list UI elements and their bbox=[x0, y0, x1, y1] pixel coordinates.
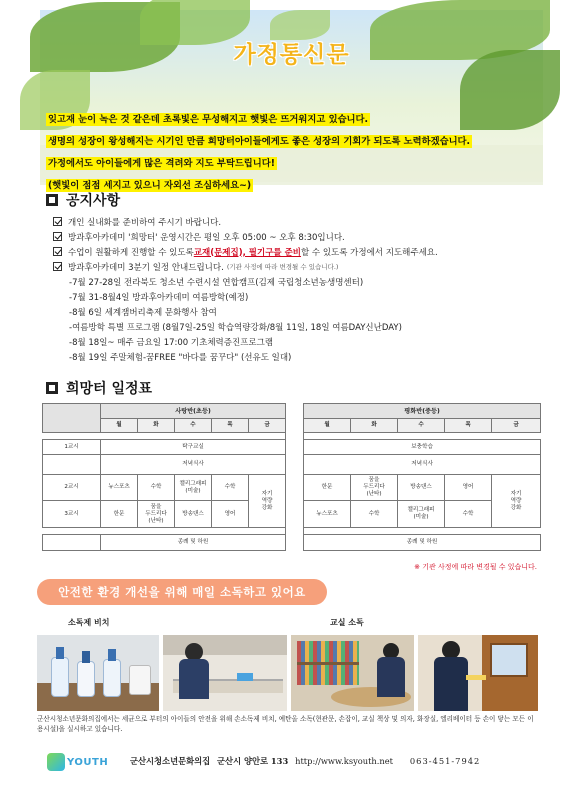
greeting-line: 가정에서도 아이들에게 많은 격려와 지도 부탁드립니다! bbox=[48, 158, 275, 169]
timetable-note: ※ 기관 사정에 따라 변경될 수 있습니다. bbox=[414, 563, 537, 571]
notice-text: 할 수 있도록 가정에서 지도해주세요. bbox=[301, 247, 438, 258]
classroom-photo bbox=[163, 635, 287, 711]
class-cell: 영어 bbox=[445, 475, 492, 501]
spacer-row bbox=[43, 433, 286, 440]
notices-heading bbox=[46, 190, 120, 210]
timetable-heading bbox=[46, 378, 152, 398]
class-cell: 탁구교실 bbox=[101, 440, 286, 455]
header-banner bbox=[40, 10, 543, 191]
class-cell: 꿈을 두드리다 (난타) bbox=[351, 475, 398, 501]
class-cell: 캘리그래피 (미술) bbox=[398, 501, 445, 528]
square-bullet-icon bbox=[46, 194, 58, 206]
logo-mark-icon bbox=[47, 753, 65, 771]
class-cell: 캘리그래피 (미술) bbox=[175, 475, 212, 501]
day-header: 수 bbox=[175, 419, 212, 433]
day-header: 목 bbox=[212, 419, 249, 433]
day-header: 금 bbox=[249, 419, 286, 433]
phone-number: 063-451-7942 bbox=[409, 756, 481, 766]
notices-list bbox=[53, 214, 533, 364]
class-cell: 방송댄스 bbox=[398, 475, 445, 501]
class-cell: 꿈을 두드리다 (난타) bbox=[138, 501, 175, 528]
checkbox-icon bbox=[53, 232, 62, 241]
class-cell: 수학 bbox=[351, 501, 398, 528]
timetable bbox=[42, 403, 541, 551]
class-cell: 뉴스포츠 bbox=[101, 475, 138, 501]
square-bullet-icon bbox=[46, 382, 58, 394]
notices-heading-text: 공지사항 bbox=[66, 193, 121, 209]
notice-text: 방과후아카데미 '희망터' 운영시간은 평일 오후 05:00 ~ 오후 8:30입니다. bbox=[68, 232, 345, 243]
schedule-item: -7월 27-28일 전라북도 청소년 수련시설 연합캠프(김제 국립청소년농생명센터) bbox=[69, 277, 364, 288]
schedule-item: -8월 19일 주말체험-꿈FREE "바다를 꿈꾸다" (선유도 일대) bbox=[69, 352, 292, 363]
meal-label-cell bbox=[43, 455, 101, 475]
greeting-line: (햇빛이 점점 세지고 있으니 자외선 조심하세요~) bbox=[48, 180, 252, 191]
footer-contact bbox=[130, 755, 484, 767]
greeting-line: 생명의 성장이 왕성해지는 시기인 만큼 희망터아이들에게도 좋은 성장의 기회가 되도록 노력하겠습니다. bbox=[48, 136, 471, 147]
day-header: 금 bbox=[492, 419, 541, 433]
youth-logo bbox=[47, 751, 108, 773]
disinfection-banner: 안전한 환경 개선을 위해 매일 소독하고 있어요 bbox=[37, 579, 327, 605]
notice-item bbox=[53, 214, 533, 229]
greeting-line: 잊고재 눈이 녹은 것 같은데 초록빛은 무성해지고 햇빛은 뜨거워지고 있습니다. bbox=[48, 114, 369, 125]
sanitizer-photo bbox=[37, 635, 159, 711]
meal-cell: 저녁식사 bbox=[304, 455, 541, 475]
notice-highlight: 교재(문제집), 필기구를 준비 bbox=[193, 247, 302, 258]
column-gap bbox=[286, 404, 304, 551]
timetable-heading-text: 희망터 일정표 bbox=[66, 381, 153, 397]
notice-text: 개인 실내화를 준비하여 주시기 바랍니다. bbox=[68, 217, 222, 228]
checkbox-icon bbox=[53, 247, 62, 256]
class-cell: 방송댄스 bbox=[175, 501, 212, 528]
notice-item bbox=[53, 229, 533, 244]
closing-cell: 종례 및 하원 bbox=[101, 535, 286, 551]
day-header: 수 bbox=[398, 419, 445, 433]
class-cell: 한문 bbox=[101, 501, 138, 528]
notice-text: 방과후아카데미 3분기 일정 안내드립니다. bbox=[68, 262, 224, 273]
org-address: 군산시 양안로 133 bbox=[217, 756, 289, 766]
day-header: 목 bbox=[445, 419, 492, 433]
group-header-elementary: 사랑반(초등) bbox=[101, 404, 286, 419]
group-header-middle: 평화반(중등) bbox=[304, 404, 541, 419]
website-link[interactable]: http://www.ksyouth.net bbox=[295, 756, 394, 766]
door-disinfection-photo bbox=[418, 635, 538, 711]
class-cell: 뉴스포츠 bbox=[304, 501, 351, 528]
spacer-row bbox=[43, 528, 286, 535]
closing-cell: 종례 및 하원 bbox=[304, 535, 541, 551]
period-label: 3교시 bbox=[43, 501, 101, 528]
day-header: 월 bbox=[101, 419, 138, 433]
notice-text: 수업이 원활하게 진행할 수 있도록 bbox=[68, 247, 194, 258]
class-cell: 자기 역량 강화 bbox=[492, 475, 541, 528]
closing-label-cell bbox=[43, 535, 101, 551]
schedule-item: -여름방학 특별 프로그램 (8월7일-25일 학습역량강화/8월 11일, 18일 여름DAY신난DAY) bbox=[69, 322, 402, 333]
day-header: 월 bbox=[304, 419, 351, 433]
class-cell: 수학 bbox=[212, 475, 249, 501]
disinfection-description: 군산시청소년문화의집에서는 세균으로 부터의 아이들의 안전을 위해 손소독제 비치, 예탄올 소독(현관문, 손잡이, 교실 책상 및 의자, 화장실, 엘리베이터 등 손이 닿는 모든 이용시설)을 실시하고 있습니다. bbox=[37, 715, 534, 733]
day-header: 화 bbox=[138, 419, 175, 433]
schedule-item: -7월 31-8월4일 방과후아카데미 여름방학(예정) bbox=[69, 292, 249, 303]
class-cell: 자기 역량 강화 bbox=[249, 475, 286, 528]
checkbox-icon bbox=[53, 262, 62, 271]
notice-item bbox=[53, 259, 533, 274]
photo-caption-right: 교실 소독 bbox=[330, 618, 364, 627]
greeting-text bbox=[46, 107, 540, 195]
period-label: 1교시 bbox=[43, 440, 101, 455]
period-label: 2교시 bbox=[43, 475, 101, 501]
org-name: 군산시청소년문화의집 bbox=[130, 756, 211, 766]
class-cell: 수학 bbox=[138, 475, 175, 501]
corner-cell bbox=[43, 404, 101, 433]
photo-caption-left: 소독제 비치 bbox=[68, 618, 110, 627]
logo-text: YOUTH bbox=[67, 756, 109, 768]
checkbox-icon bbox=[53, 217, 62, 226]
meal-cell: 저녁식사 bbox=[101, 455, 286, 475]
class-cell: 영어 bbox=[212, 501, 249, 528]
notice-item bbox=[53, 244, 533, 259]
spacer-row bbox=[304, 528, 541, 535]
spacer-row bbox=[304, 433, 541, 440]
schedule-item: -8월 6일 세계잼버리축제 문화행사 참여 bbox=[69, 307, 217, 318]
schedule-item: -8월 18일~ 매주 금요일 17:00 기초체력증진프로그램 bbox=[69, 337, 274, 348]
newsletter-title: 가정통신문 bbox=[233, 42, 350, 68]
class-cell: 보충학습 bbox=[304, 440, 541, 455]
day-header: 화 bbox=[351, 419, 398, 433]
bookshelf-photo bbox=[291, 635, 414, 711]
class-cell: 한문 bbox=[304, 475, 351, 501]
class-cell: 수학 bbox=[445, 501, 492, 528]
notice-note: (기관 사정에 따라 변경될 수 있습니다.) bbox=[226, 263, 339, 271]
